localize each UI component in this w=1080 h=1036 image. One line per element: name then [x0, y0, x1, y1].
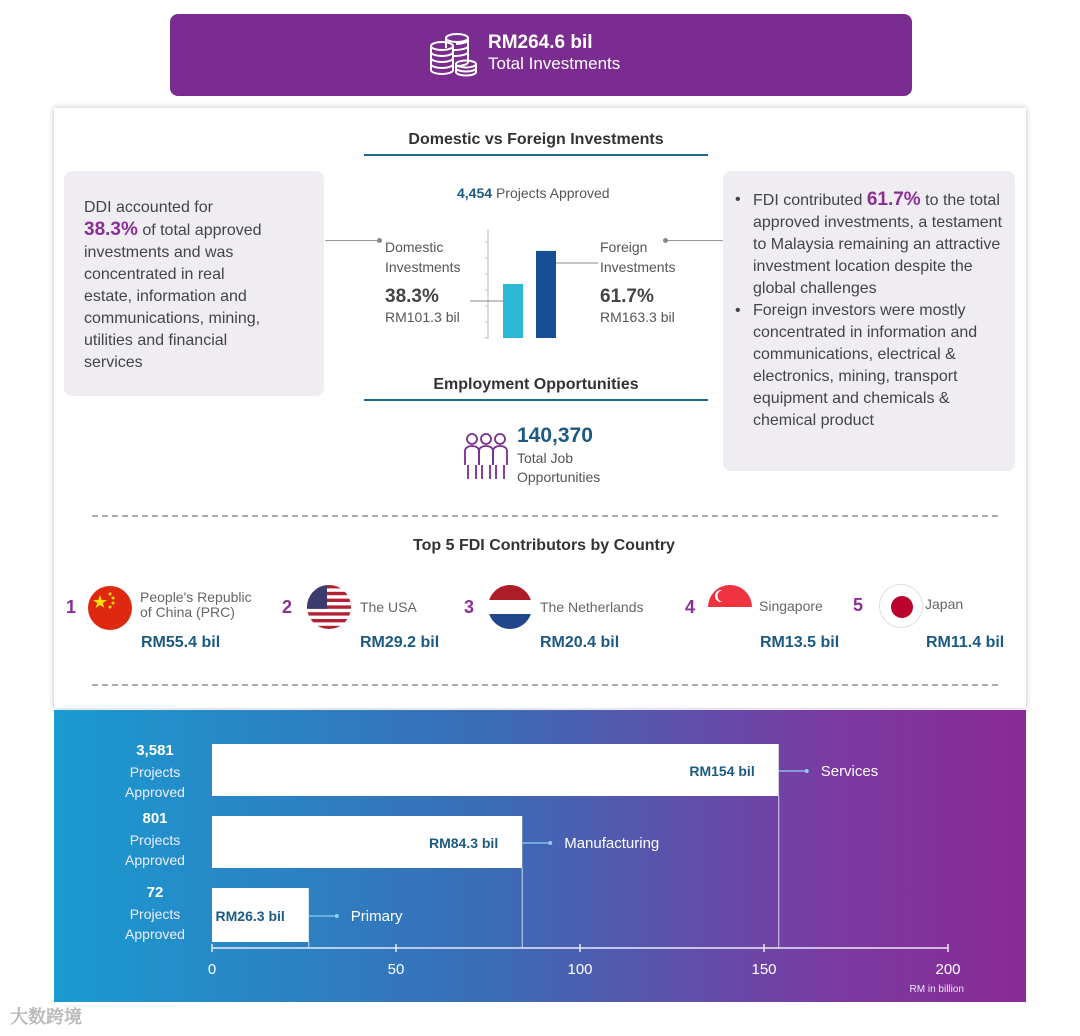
dashed-divider-2 [92, 684, 998, 686]
people-icon [462, 431, 510, 481]
x-tick-label: 100 [567, 961, 593, 978]
fdi-info-box [723, 171, 1015, 471]
primary-projects-line1: Projects [129, 906, 181, 922]
manufacturing-projects-line1: Projects [129, 832, 181, 848]
country-amount-4: RM13.5 bil [760, 634, 840, 651]
fdi-highlight: 61.7% [866, 189, 921, 210]
country-rank-5: 5 [853, 595, 864, 615]
sector-value-label: RM26.3 bil [215, 908, 285, 924]
country-rank-1: 1 [66, 597, 77, 617]
country-name-1-line2: of China (PRC) [140, 604, 235, 620]
jobs-label-line1: Total Job [517, 450, 574, 466]
left-connector-dot [377, 238, 382, 243]
jobs-label [517, 449, 600, 487]
country-amount-3: RM20.4 bil [540, 634, 620, 651]
ddi-line1: DDI accounted for [84, 199, 213, 216]
fdi-bullet-1 [733, 189, 1007, 300]
services-projects-count: 3,581 [136, 742, 174, 759]
domestic-label-line2: Investments [385, 259, 461, 275]
ddi-line4: concentrated in real [84, 266, 225, 283]
country-amount-5: RM11.4 bil [926, 634, 1005, 651]
ddi-line6: communications, mining, [84, 310, 261, 327]
domestic-label [385, 237, 460, 277]
country-name-2: The USA [360, 599, 417, 615]
domestic-pct: 38.3% [385, 286, 439, 307]
projects-count: 4,454 [457, 185, 493, 201]
country-name-5: Japan [925, 596, 964, 612]
dashed-divider-1 [92, 515, 998, 517]
sector-value-label: RM154 bil [689, 763, 755, 779]
country-amount-1: RM55.4 bil [141, 634, 221, 651]
domestic-foreign-bar-chart [470, 225, 600, 343]
foreign-label [600, 237, 675, 277]
employment-rule [364, 399, 708, 401]
sector-pointer-dot [335, 914, 339, 918]
primary-projects-count: 72 [146, 884, 164, 901]
x-axis-label: RM in billion [909, 984, 964, 995]
fdi-bullet1-post: to the total approved investments, a testament to Malaysia remaining an attractive investment location despite the global challenges [753, 192, 1003, 297]
x-tick-label: 200 [935, 961, 961, 978]
jobs-number: 140,370 [517, 424, 593, 447]
fdi-bullet1-pre: FDI contributed [753, 192, 867, 209]
total-investments-label: Total Investments [488, 53, 621, 73]
ddi-line5: estate, information and [84, 288, 247, 305]
ddi-line3: investments and was [84, 244, 234, 261]
foreign-bar [536, 251, 556, 338]
singapore-flag-icon [708, 585, 752, 629]
ddi-line7: utilities and financial [84, 332, 228, 349]
top5-title: Top 5 FDI Contributors by Country [413, 537, 675, 554]
country-rank-4: 4 [685, 597, 696, 617]
sector-pointer-dot [805, 769, 809, 773]
japan-flag-icon [879, 584, 923, 628]
ddi-line8: services [84, 354, 143, 371]
x-tick-label: 50 [387, 961, 405, 978]
country-name-4: Singapore [759, 598, 823, 614]
jobs-label-line2: Opportunities [517, 469, 601, 485]
x-tick-label: 0 [207, 961, 217, 978]
coins-icon [426, 32, 478, 78]
services-projects-line2: Approved [125, 784, 185, 800]
left-connector-line [325, 240, 377, 241]
netherlands-flag-icon [488, 585, 532, 629]
manufacturing-projects-count: 801 [142, 810, 168, 827]
watermark: 大数跨境 [10, 1007, 82, 1027]
country-amount-2: RM29.2 bil [360, 634, 440, 651]
sector-category-label: Manufacturing [564, 835, 660, 852]
domestic-label-line1: Domestic [385, 239, 444, 255]
employment-title: Employment Opportunities [433, 376, 639, 393]
ddi-info-box [64, 171, 324, 396]
country-name-3: The Netherlands [540, 599, 644, 615]
ddi-line2: of total approved [137, 222, 262, 239]
usa-flag-icon [307, 585, 351, 629]
sector-bar-chart [54, 710, 1026, 1002]
projects-label: Projects Approved [495, 185, 610, 201]
country-rank-3: 3 [464, 597, 475, 617]
foreign-label-line2: Investments [600, 259, 676, 275]
manufacturing-projects-line2: Approved [125, 852, 185, 868]
section-rule [364, 154, 708, 156]
china-flag-icon [88, 586, 132, 630]
projects-approved-line [457, 185, 610, 201]
domestic-amount: RM101.3 bil [385, 309, 460, 325]
primary-projects-line2: Approved [125, 926, 185, 942]
x-tick-label: 150 [751, 961, 777, 978]
services-projects-line1: Projects [129, 764, 181, 780]
country-rank-2: 2 [282, 597, 293, 617]
sector-category-label: Primary [350, 908, 403, 925]
country-name-1-line1: People's Republic [140, 589, 252, 605]
domestic-bar [503, 284, 523, 338]
foreign-label-line1: Foreign [600, 239, 648, 255]
foreign-pct: 61.7% [600, 286, 654, 307]
foreign-amount: RM163.3 bil [600, 309, 675, 325]
domestic-vs-foreign-title: Domestic vs Foreign Investments [408, 131, 664, 148]
country-name-1 [140, 590, 252, 620]
total-investments-banner [170, 14, 912, 96]
sector-category-label: Services [820, 763, 879, 780]
total-investments-amount: RM264.6 bil [488, 32, 593, 53]
ddi-highlight: 38.3% [84, 219, 138, 240]
sector-pointer-dot [548, 841, 552, 845]
fdi-bullet-2: • Foreign investors were mostly concentrated in information and communications, electrical & electronics, mining, transport equipment and chemicals & chemical product [733, 300, 1007, 432]
sector-value-label: RM84.3 bil [428, 835, 499, 851]
